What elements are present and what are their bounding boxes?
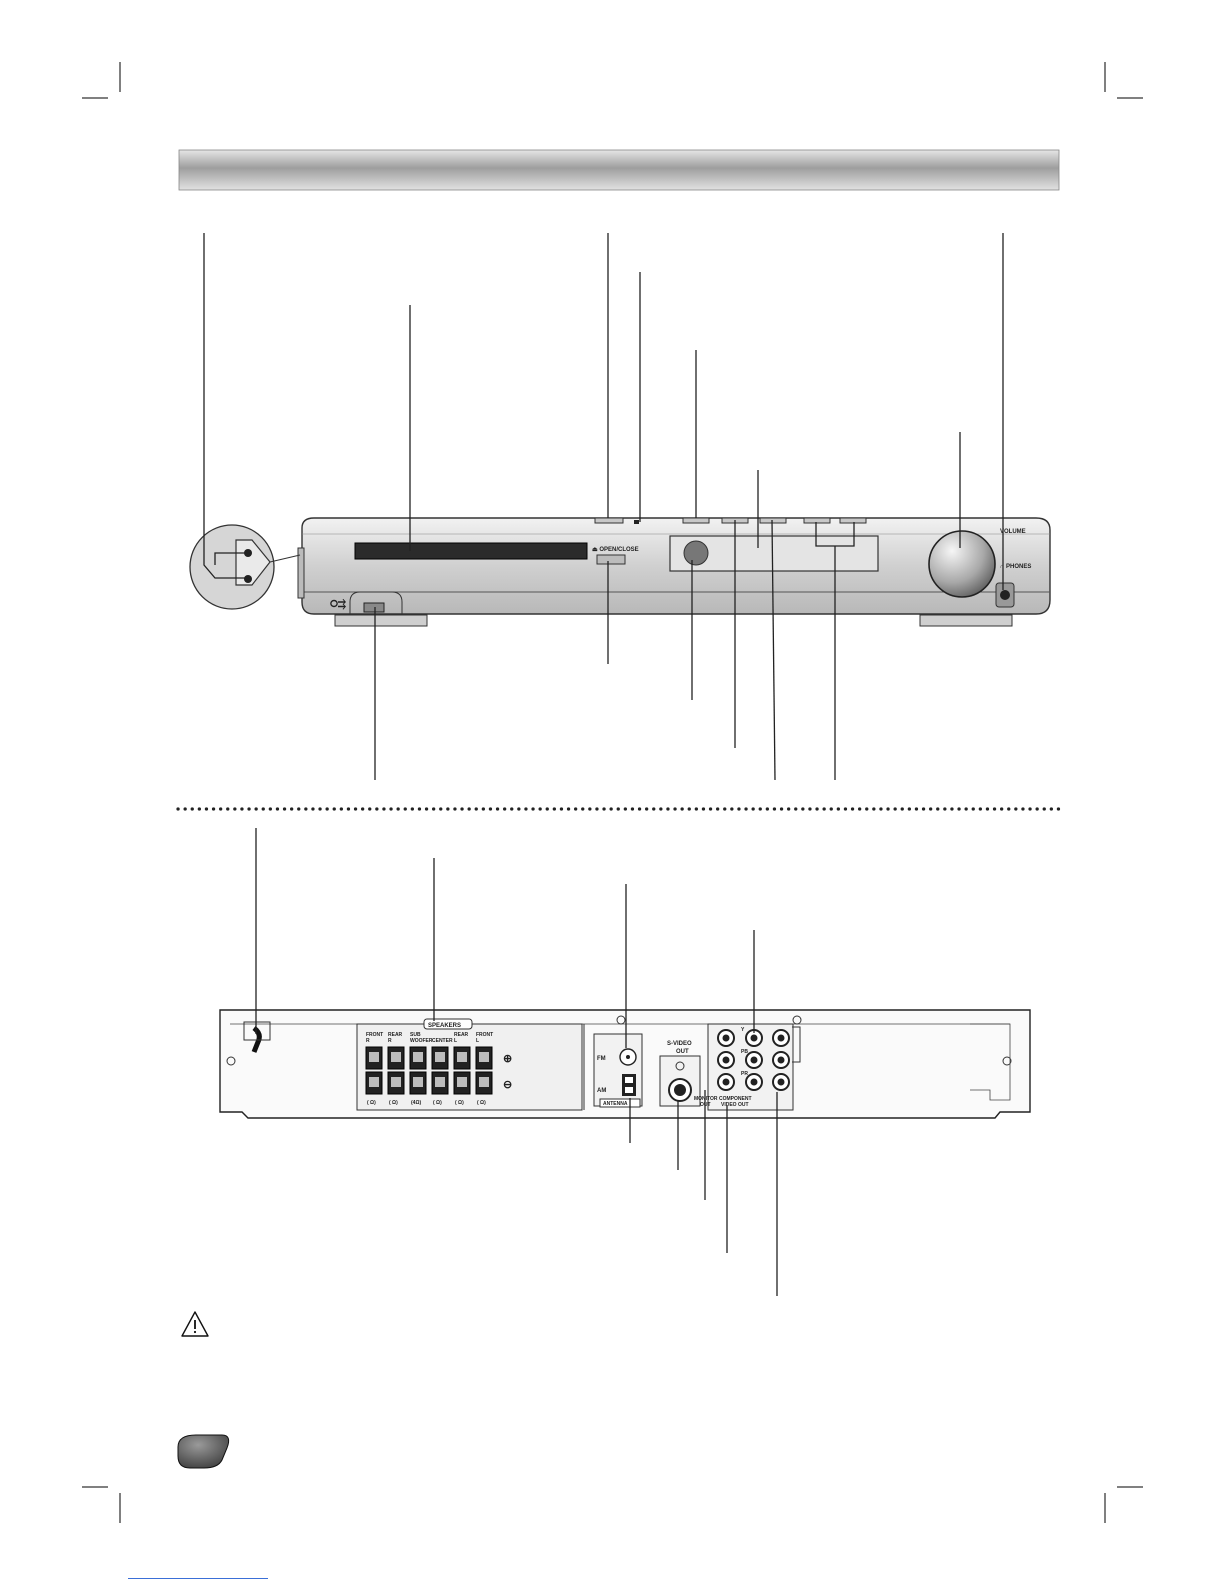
svideo-label: S-VIDEO	[667, 1041, 692, 1047]
speaker-clip-window	[369, 1052, 379, 1062]
top-button-2[interactable]	[683, 518, 709, 523]
caution-triangle-icon	[182, 1312, 208, 1336]
speaker-clip-window	[479, 1077, 489, 1087]
speaker-clip-window	[457, 1077, 467, 1087]
component-out-label: VIDEO OUT	[721, 1102, 749, 1108]
jack-y-label: Y	[741, 1027, 745, 1033]
component-label: COMPONENT	[719, 1096, 752, 1102]
speaker-terminal-top-label: REAR	[388, 1032, 403, 1038]
top-button-1[interactable]	[595, 518, 623, 523]
open-close-button[interactable]	[597, 555, 625, 564]
video-jack-grid	[694, 1016, 801, 1110]
speaker-clip-window	[479, 1052, 489, 1062]
speaker-terminal-top-label: FRONT	[476, 1032, 494, 1038]
front-foot-left	[335, 615, 427, 626]
jack-pr-label: PR	[741, 1071, 748, 1077]
speaker-impedance-label: ( Ω)	[477, 1100, 486, 1106]
speaker-clip-window	[391, 1052, 401, 1062]
rear-panel	[220, 1010, 1030, 1118]
speaker-terminal-top-label: REAR	[454, 1032, 469, 1038]
rca-jack-r1c1[interactable]	[718, 1030, 734, 1046]
antenna-label: ANTENNA	[603, 1101, 628, 1107]
speaker-terminal-bottom-label: L	[476, 1038, 480, 1044]
speaker-impedance-label: ( Ω)	[433, 1100, 442, 1106]
rca-jack-r3c1[interactable]	[718, 1074, 734, 1090]
speakers-header: SPEAKERS	[428, 1023, 462, 1029]
rca-jack-pin	[723, 1035, 730, 1042]
rca-jack-pin	[751, 1035, 758, 1042]
top-button-6[interactable]	[840, 518, 866, 523]
speaker-terminal-bottom-label: R	[388, 1038, 392, 1044]
usb-port[interactable]	[364, 603, 384, 612]
usb-symbol: ⭘⇉	[330, 599, 346, 610]
rca-jack-pin	[778, 1079, 785, 1086]
rca-jack-r1c3[interactable]	[773, 1030, 789, 1046]
speaker-terminal-block	[357, 1019, 582, 1110]
page-number-tab	[178, 1435, 229, 1468]
front-foot-right	[920, 615, 1012, 626]
phones-jack[interactable]	[1000, 590, 1010, 600]
footer-link-underline	[128, 1578, 268, 1579]
speaker-clip-window	[391, 1077, 401, 1087]
rca-jack-r2c1[interactable]	[718, 1052, 734, 1068]
speaker-clip-window	[435, 1077, 445, 1087]
minus-sign: ⊖	[503, 1079, 513, 1091]
rca-jack-pin	[751, 1079, 758, 1086]
standby-indicator	[634, 520, 639, 524]
front-panel	[298, 518, 1050, 626]
speaker-clip-window	[435, 1052, 445, 1062]
speaker-impedance-label: ( Ω)	[367, 1100, 376, 1106]
volume-knob[interactable]	[929, 531, 995, 597]
side-jack-bottom[interactable]	[244, 575, 252, 583]
speaker-terminal-bottom-label: CENTER	[432, 1038, 453, 1044]
speaker-impedance-label: ( Ω)	[455, 1100, 464, 1106]
fm-label: FM	[597, 1056, 606, 1062]
rca-jack-pin	[723, 1079, 730, 1086]
plus-sign: ⊕	[503, 1053, 513, 1065]
top-button-4[interactable]	[760, 518, 786, 523]
monitor-label: MONITOR	[694, 1096, 718, 1102]
speaker-terminal-bottom-label: R	[366, 1038, 370, 1044]
disc-tray-display	[355, 543, 587, 559]
crop-marks	[82, 62, 1143, 1523]
monitor-out-label: OUT	[700, 1102, 711, 1108]
remote-sensor	[684, 541, 708, 565]
speaker-clip-window	[413, 1052, 423, 1062]
rca-jack-pin	[778, 1035, 785, 1042]
rca-jack-r2c3[interactable]	[773, 1052, 789, 1068]
am-label: AM	[597, 1088, 607, 1094]
phones-label: ∩ PHONES	[1000, 564, 1032, 570]
speaker-impedance-label: ( Ω)	[389, 1100, 398, 1106]
rca-jack-r3c2[interactable]	[746, 1074, 762, 1090]
rca-jack-r3c3[interactable]	[773, 1074, 789, 1090]
speaker-terminal-top-label: SUB	[410, 1032, 421, 1038]
top-button-5[interactable]	[804, 518, 830, 523]
section-title-bar	[179, 150, 1059, 190]
speaker-clip-window	[369, 1077, 379, 1087]
speaker-clip-window	[457, 1052, 467, 1062]
rca-jack-pin	[723, 1057, 730, 1064]
rca-jack-r2c2[interactable]	[746, 1052, 762, 1068]
volume-label: VOLUME	[1000, 529, 1026, 535]
jack-pb-label: PB	[741, 1049, 748, 1055]
front-leader-lines	[375, 233, 1003, 780]
svideo-out-label: OUT	[676, 1049, 689, 1055]
open-close-label: ⏏ OPEN/CLOSE	[592, 547, 639, 553]
speaker-terminal-bottom-label: L	[454, 1038, 458, 1044]
speaker-terminal-bottom-label: WOOFER	[410, 1038, 433, 1044]
speaker-terminal-top-label: FRONT	[366, 1032, 384, 1038]
side-jack-magnifier	[190, 233, 300, 609]
rca-jack-pin	[778, 1057, 785, 1064]
speaker-clip-window	[413, 1077, 423, 1087]
rca-jack-pin	[751, 1057, 758, 1064]
speaker-impedance-label: (4Ω)	[411, 1100, 422, 1106]
